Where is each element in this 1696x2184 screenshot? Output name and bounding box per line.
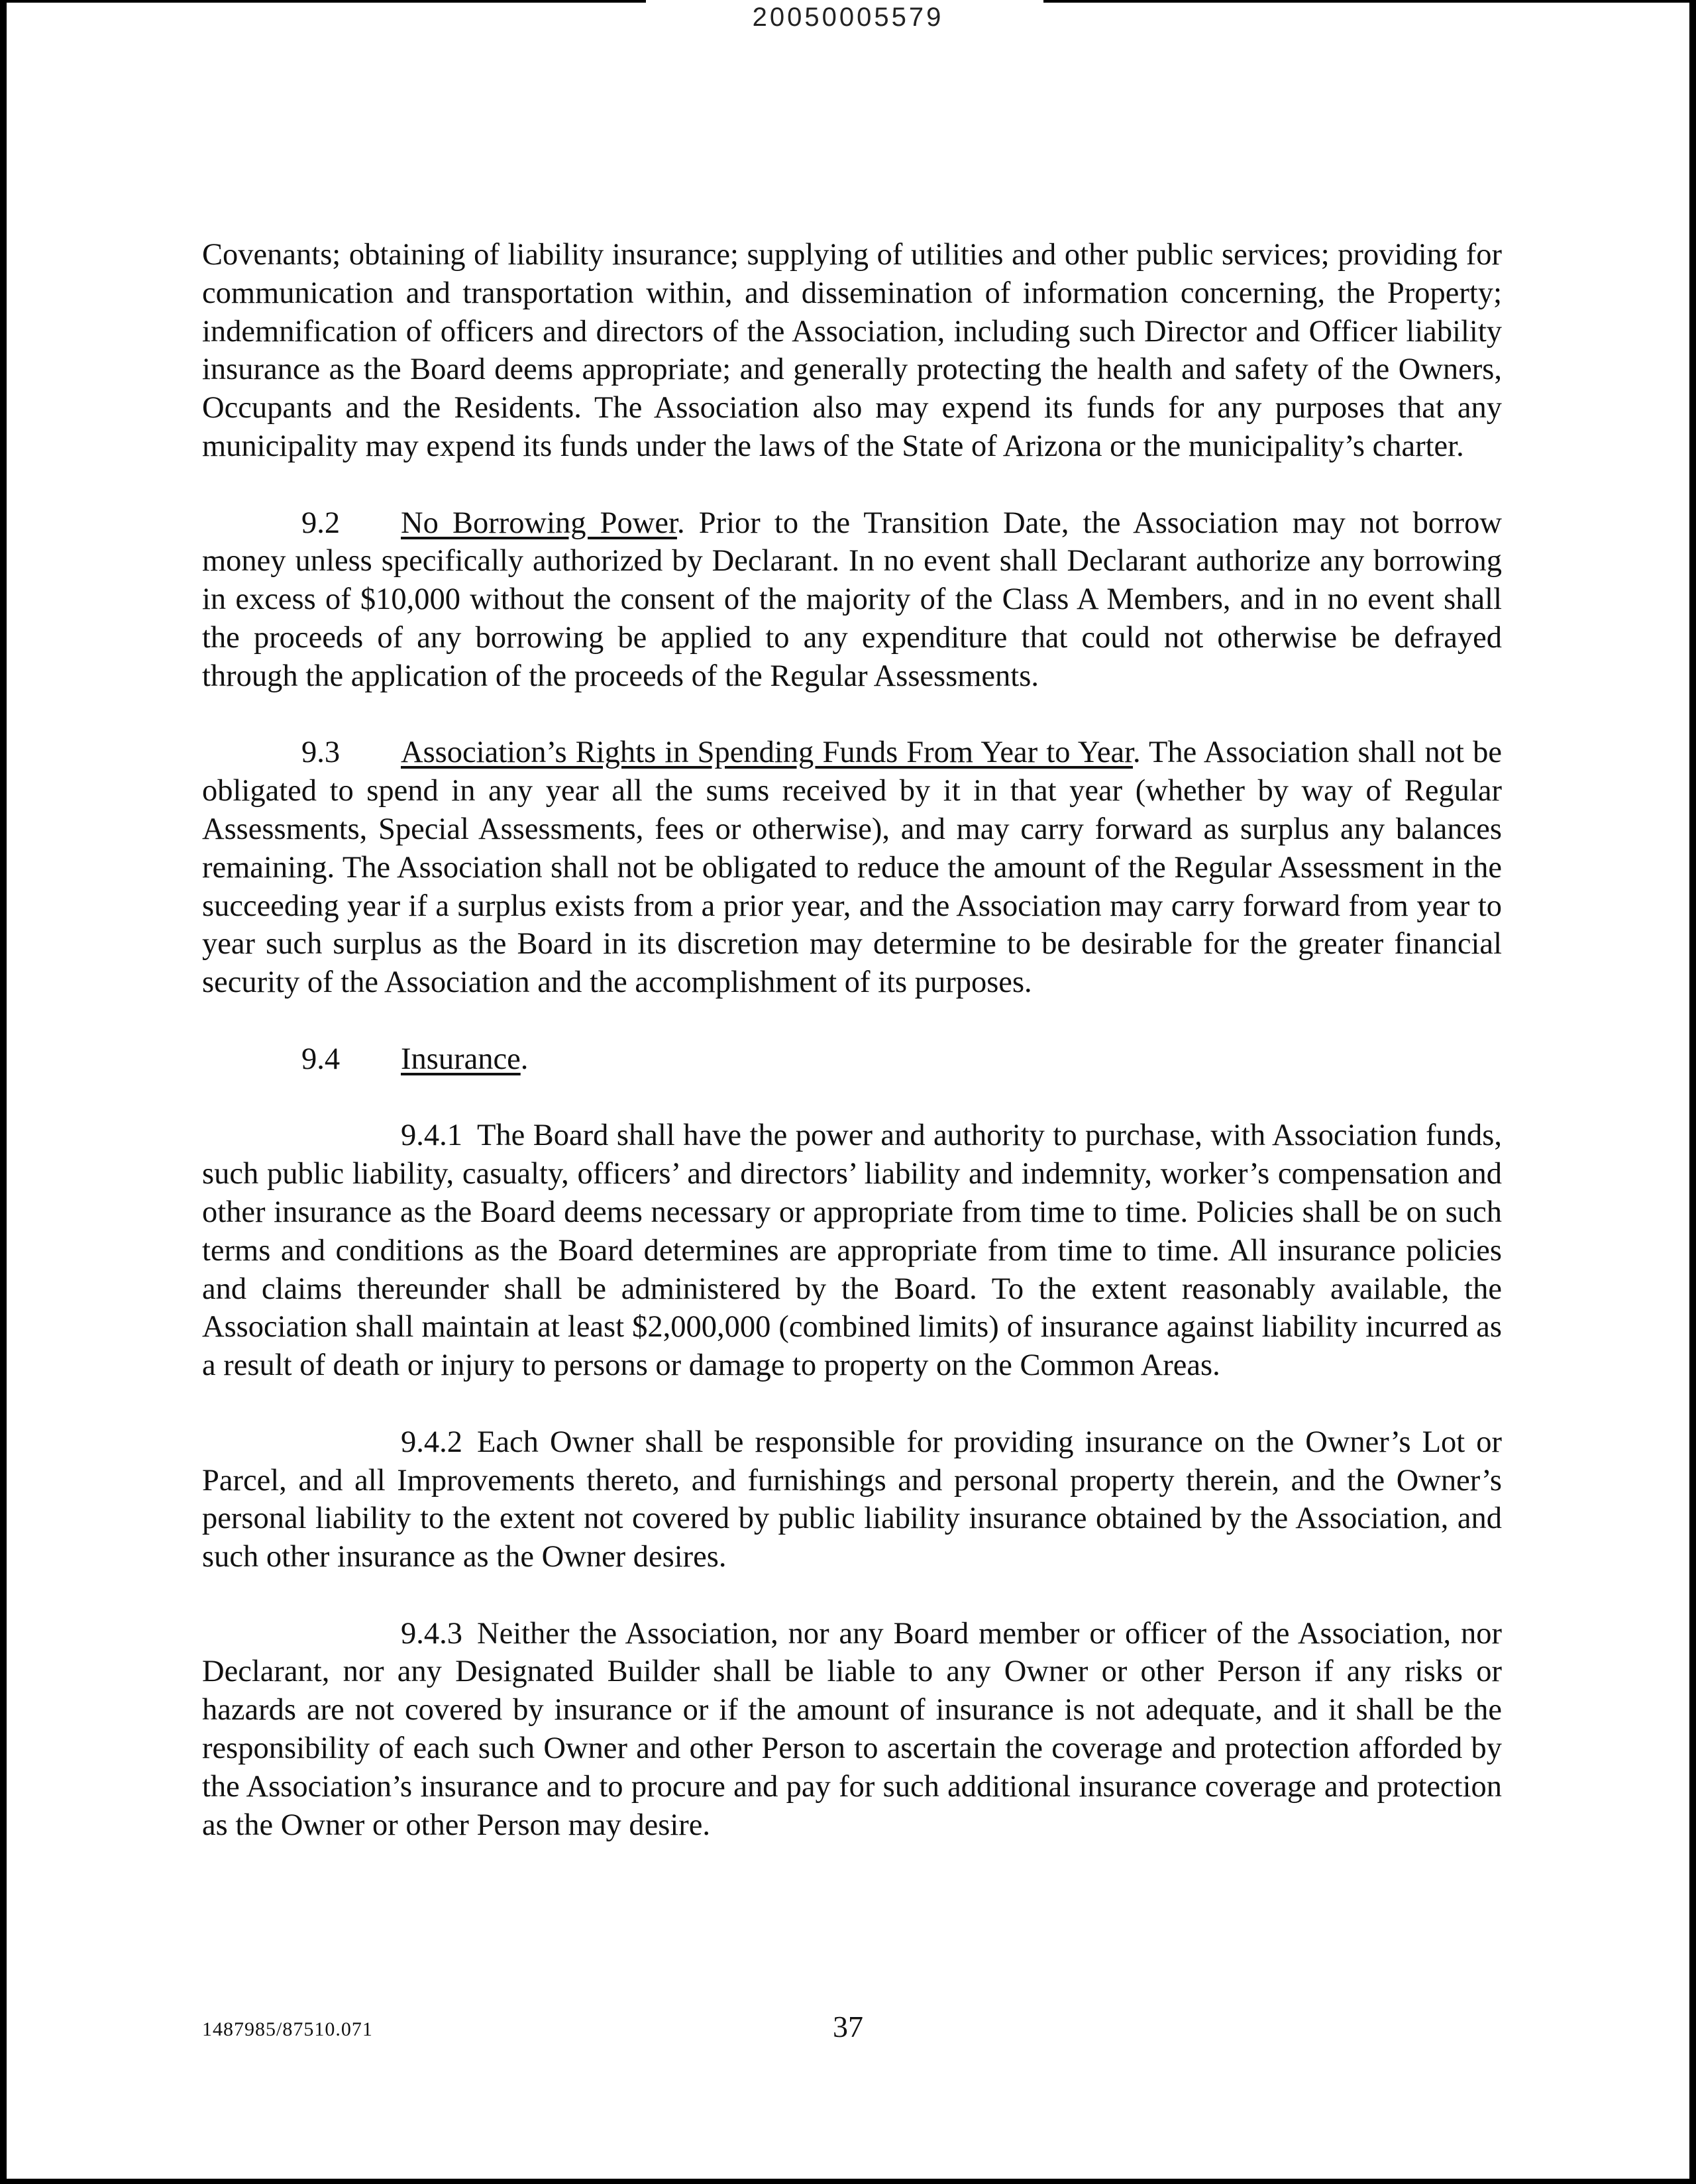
section-text: . The Association shall not be obligated to spend in any year all the sums received by it in that year (whether by way of Regular Assessments, Special Assessments, fees or otherwise), and may carry forward as surplus any balances remaining. The Association shall not be obligated to reduce the amount of the Regular Assessment in the succeeding year if a surplus exists from a prior year, and the Association may carry forward from year to year such surplus as the Board in its discretion may determine to be desirable for the greater financial security of the Association and the accomplishment of its purposes.: [202, 736, 1502, 1000]
section-9-4-1: [202, 1117, 1502, 1385]
section-text: . Prior to the Transition Date, the Association may not borrow money unless specifically authorized by Declarant. In no event shall Declarant authorize any borrowing in excess of $10,000 without the consent of the majority of the Class A Members, and in no event shall the proceeds of any borrowing be applied to any expenditure that could not otherwise be defrayed through the application of the proceeds of the Regular Assessments.: [202, 506, 1502, 693]
section-number: 9.4: [301, 1042, 341, 1076]
document-id: 1487985/87510.071: [202, 2018, 373, 2040]
subsection-text: Each Owner shall be responsible for providing insurance on the Owner’s Lot or Parcel, and all Improvements thereto, and furnishings and personal property therein, and the Owner’s personal liability to the extent not covered by public liability insurance obtained by the Association, and such other insurance as the Owner desires.: [202, 1425, 1502, 1574]
section-number: 9.2: [301, 506, 341, 540]
section-heading: Insurance: [401, 1042, 521, 1076]
section-9-4-2: [202, 1423, 1502, 1576]
section-9-2: [202, 504, 1502, 696]
subsection-number: 9.4.3: [401, 1616, 462, 1651]
subsection-number: 9.4.2: [401, 1425, 462, 1459]
page-number: 37: [833, 2010, 863, 2044]
recording-number: 20050005579: [752, 3, 944, 32]
scan-border-left: [0, 0, 7, 2184]
subsection-text: Neither the Association, nor any Board member or officer of the Association, nor Declarant, nor any Designated Builder shall be liable to any Owner or other Person if any risks or hazards are not covered by insurance or if the amount of insurance is not adequate, and it shall be the responsibility of each such Owner and other Person to ascertain the coverage and protection afforded by the Association’s insurance and to procure and pay for such additional insurance coverage and protection as the Owner or other Person may desire.: [202, 1616, 1502, 1842]
section-heading: Association’s Rights in Spending Funds From Year to Year: [401, 736, 1134, 770]
section-9-3: [202, 734, 1502, 1002]
section-number: 9.3: [301, 736, 341, 770]
paragraph-continuation: Covenants; obtaining of liability insurance; supplying of utilities and other public services; providing for communication and transportation within, and dissemination of information concerning, the Property; indemnification of officers and directors of the Association, including such Director and Officer liability insurance as the Board deems appropriate; and generally protecting the health and safety of the Owners, Occupants and the Residents. The Association also may expend its funds for any purposes that any municipality may expend its funds under the laws of the State of Arizona or the municipality’s charter.: [202, 238, 1502, 463]
document-body: [202, 236, 1502, 1844]
subsection-number: 9.4.1: [401, 1119, 462, 1153]
scan-border-bottom: [0, 2179, 1696, 2184]
section-9-4-3: [202, 1615, 1502, 1845]
section-heading: No Borrowing Power: [401, 506, 677, 540]
subsection-text: The Board shall have the power and authority to purchase, with Association funds, such public liability, casualty, officers’ and directors’ liability and indemnity, worker’s compensation and other insurance as the Board deems necessary or appropriate from time to time. Policies shall be on such terms and conditions as the Board determines are appropriate from time to time. All insurance policies and claims thereunder shall be administered by the Board. To the extent reasonably available, the Association shall maintain at least $2,000,000 (combined limits) of insurance against liability incurred as a result of death or injury to persons or damage to property on the Common Areas.: [202, 1119, 1502, 1383]
section-text: .: [520, 1042, 529, 1076]
scan-border-right: [1689, 0, 1696, 2184]
section-9-4: [202, 1040, 1502, 1079]
